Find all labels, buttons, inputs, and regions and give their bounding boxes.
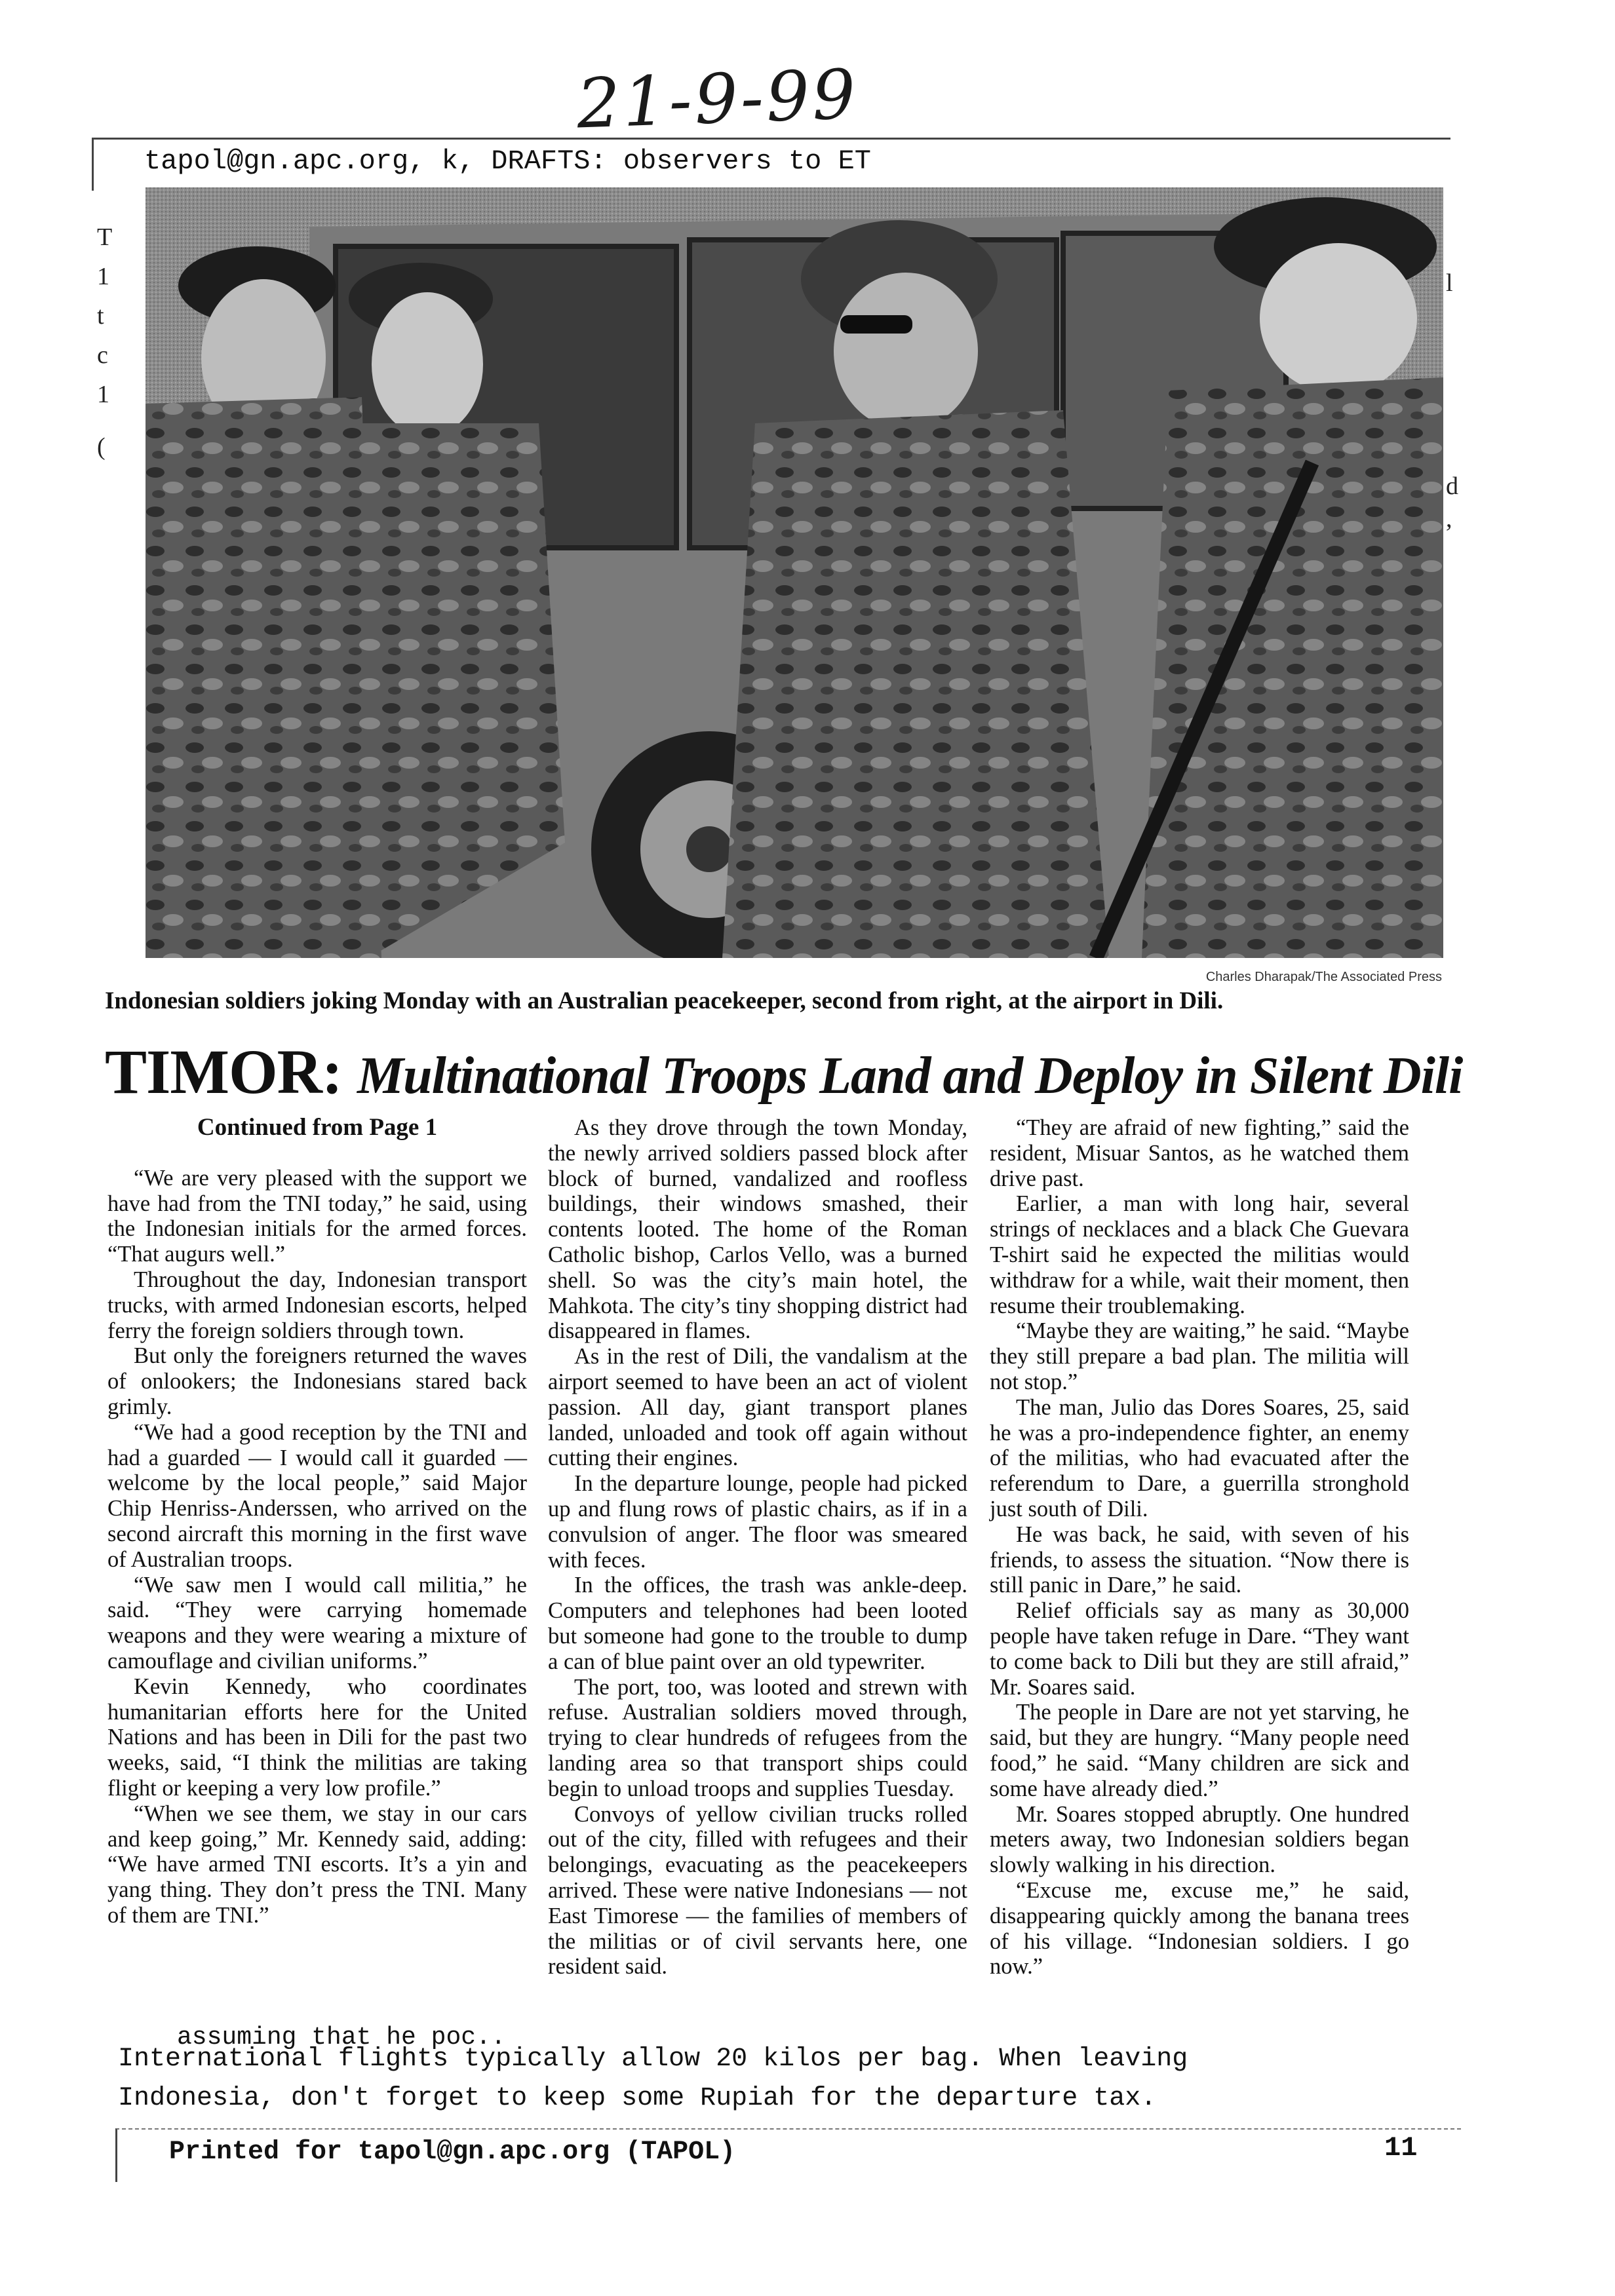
- paragraph: “They are afraid of new fighting,” said the resident, Misuar Santos, as he watched them drive past.: [990, 1115, 1409, 1191]
- paragraph: “We saw men I would call militia,” he said. “They were carrying homemade weapons and they were wearing a mixture of camouflage and civilian uniforms.”: [107, 1572, 527, 1674]
- edge-fragment: 1: [97, 381, 109, 408]
- fax-header: tapol@gn.apc.org, k, DRAFTS: observers to ET: [144, 145, 871, 177]
- edge-fragment: (: [97, 433, 106, 461]
- paragraph: “Maybe they are waiting,” he said. “Maybe they still prepare a bad plan. The militia will not stop.”: [990, 1318, 1409, 1394]
- edge-fragment: c: [97, 341, 108, 369]
- paragraph: Throughout the day, Indonesian transport trucks, with armed Indonesian escorts, helped ferry the foreign soldiers through town.: [107, 1267, 527, 1343]
- paragraph: “We are very pleased with the support we have had from the TNI today,” he said, using the Indonesian initials for the armed forces. “That augurs well.”: [107, 1165, 527, 1267]
- headline-title: Multinational Troops Land and Deploy in Silent Dili: [357, 1047, 1463, 1105]
- paragraph: “When we see them, we stay in our cars and keep going,” Mr. Kennedy said, adding: “We have armed TNI escorts. It’s a yin and yang thing. They don’t press the TNI. Many of them are TNI.”: [107, 1801, 527, 1928]
- printed-for-label: Printed for tapol@gn.apc.org (TAPOL): [169, 2137, 736, 2167]
- news-photo: [146, 187, 1443, 958]
- article-headline: [105, 1035, 1463, 1108]
- fax-note-line-2: Indonesia, don't forget to keep some Rupiah for the departure tax.: [118, 2084, 1157, 2113]
- photo-illustration: [146, 187, 1443, 958]
- page-number: 11: [1384, 2132, 1418, 2164]
- paragraph: The people in Dare are not yet starving, he said, but they are hungry. “Many people need food,” he said. “Many children are sick and some have already died.”: [990, 1700, 1409, 1801]
- article-column-2: [548, 1115, 967, 1980]
- fax-note-line-1: International flights typically allow 20 kilos per bag. When leaving: [118, 2044, 1188, 2074]
- paragraph: The man, Julio das Dores Soares, 25, said he was a pro-independence fighter, an enemy of the militias, who had evacuated after the referendum to Dare, a guerrilla stronghold just south of Dili.: [990, 1394, 1409, 1521]
- paragraph: He was back, he said, with seven of his friends, to assess the situation. “Now there is still panic in Dare,” he said.: [990, 1521, 1409, 1598]
- photo-credit: Charles Dharapak/The Associated Press: [1205, 970, 1442, 984]
- continued-from-label: Continued from Page 1: [197, 1114, 438, 1141]
- paragraph: Kevin Kennedy, who coordinates humanitarian efforts here for the United Nations and has been in Dili for the past two weeks, said, “I think the militias are taking flight or keeping a very low profile.”: [107, 1674, 527, 1801]
- edge-fragment: l: [1446, 269, 1453, 297]
- edge-fragment: t: [97, 302, 104, 330]
- paragraph: “Excuse me, excuse me,” he said, disappearing quickly among the banana trees of his village. “Indonesian soldiers. I go now.”: [990, 1877, 1409, 1980]
- paragraph: The port, too, was looted and strewn with refuse. Australian soldiers moved through, trying to clear hundreds of refugees from the landing area so that transport ships could begin to unload troops and supplies Tuesday.: [548, 1674, 967, 1801]
- edge-fragment: 1: [97, 263, 109, 290]
- paragraph: In the departure lounge, people had picked up and flung rows of plastic chairs, as if in a convulsion of anger. The floor was smeared with feces.: [548, 1471, 967, 1573]
- article-column-1: [107, 1115, 527, 1928]
- paragraph: In the offices, the trash was ankle-deep. Computers and telephones had been looted but someone had gone to the trouble to dump a can of blue paint over an old typewriter.: [548, 1573, 967, 1674]
- paragraph: As in the rest of Dili, the vandalism at the airport seemed to have been an act of violent passion. All day, giant transport planes landed, unloaded and took off again without cutting their engines.: [548, 1344, 967, 1471]
- paragraph: Mr. Soares stopped abruptly. One hundred meters away, two Indonesian soldiers began slowly walking in his direction.: [990, 1801, 1409, 1878]
- paragraph: Earlier, a man with long hair, several strings of necklaces and a black Che Guevara T-shirt said he expected the militias would withdraw for a while, wait their moment, then resume their troublemaking.: [990, 1191, 1409, 1318]
- edge-fragment: d: [1446, 472, 1458, 500]
- edge-fragment: ,: [1446, 505, 1452, 533]
- paragraph: Convoys of yellow civilian trucks rolled out of the city, filled with refugees and their belongings, evacuating as the peacekeepers arrived. These were native Indonesians — not East Timorese — the families of members of the militias or of civil servants here, one resident said.: [548, 1801, 967, 1980]
- paragraph: But only the foreigners returned the waves of onlookers; the Indonesians stared back grimly.: [107, 1343, 527, 1419]
- paragraph: As they drove through the town Monday, the newly arrived soldiers passed block after block of burned, vandalized and roofless buildings, their windows smashed, their contents looted. The home of the Roman Catholic bishop, Carlos Vello, was a burned shell. So was the city’s main hotel, the Mahkota. The city’s tiny shopping district had disappeared in flames.: [548, 1115, 967, 1344]
- fax-note-fragment: assuming that he poc..: [177, 2023, 506, 2052]
- article-column-3: [990, 1115, 1409, 1980]
- paragraph: Relief officials say as many as 30,000 people have taken refuge in Dare. “They want to come back to Dili but they are still afraid,” Mr. Soares said.: [990, 1598, 1409, 1700]
- photo-caption: Indonesian soldiers joking Monday with an Australian peacekeeper, second from right, at the airport in Dili.: [105, 987, 1224, 1014]
- paragraph: “We had a good reception by the TNI and had a guarded — I would call it guarded — welcome by the local people,” said Major Chip Henriss-Anderssen, who arrived on the second aircraft this morning in the first wave of Australian troops.: [107, 1419, 527, 1572]
- headline-kicker: TIMOR:: [105, 1037, 342, 1107]
- edge-fragment: T: [97, 223, 113, 251]
- handwritten-date: 21-9-99: [575, 54, 860, 144]
